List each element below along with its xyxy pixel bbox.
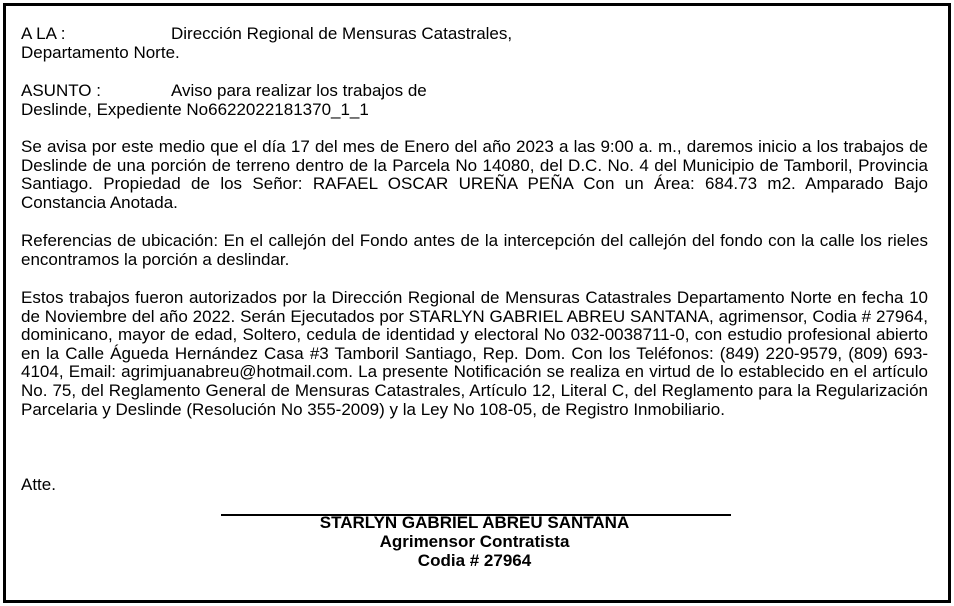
signer-title: Agrimensor Contratista	[379, 532, 570, 551]
recipient-value: Dirección Regional de Mensuras Catastrales,	[171, 24, 513, 43]
authorization-paragraph: Estos trabajos fueron autorizados por la Dirección Regional de Mensuras Catastrales Departamento Norte en fecha 10 de Noviembre del año 2022. Serán Ejecutados por STARLYN GABRIEL ABREU SANTANA, agrimensor, Codia # 27964, dominicano, mayor de edad, Soltero, cedula de identidad y electoral No 032-0038711-0, con estudio profesional abierto en la Calle Águeda Hernández Casa #3 Tamboril Santiago, Rep. Dom. Con los Teléfonos: (849) 220-9579, (809) 693-4104, Email: agrimjuanabreu@hotmail.com. La presente Notificación se realiza en virtud de lo establecido en el artículo No. 75, del Reglamento General de Mensuras Catastrales, Artículo 12, Literal C, del Reglamento para la Regularización Parcelaria y Deslinde (Resolución No 355-2009) y la Ley No 108-05, de Registro Inmobiliario.	[21, 288, 928, 419]
closing-text: Atte.	[21, 475, 56, 494]
subject-block	[21, 82, 928, 119]
notice-paragraph-date: Se avisa por este medio que el día 17 del mes de Enero del año 2023 a las 9:00 a. m., daremos inicio a los trabajos de Deslinde de una porción de terreno dentro de la Parcela No 14080, del D.C. No. 4 del Municipio de Tamboril, Provincia Santiago. Propiedad de los Señor: RAFAEL OSCAR UREÑA PEÑA Con un Área: 684.73 m2. Amparado Bajo Constancia Anotada.	[21, 137, 928, 212]
subject-continuation: Deslinde, Expediente No6622022181370_1_1	[21, 99, 369, 119]
subject-value: Aviso para realizar los trabajos de	[171, 81, 427, 100]
signer-name: STARLYN GABRIEL ABREU SANTANA	[319, 513, 630, 532]
subject-label: ASUNTO :	[21, 81, 101, 100]
recipient-block	[21, 25, 928, 62]
legal-notice	[3, 3, 951, 603]
location-reference-paragraph: Referencias de ubicación: En el callejón del Fondo antes de la intercepción del callejón del fondo con la calle los rieles encontramos la porción a deslindar.	[21, 231, 928, 269]
recipient-continuation: Departamento Norte.	[21, 42, 180, 62]
recipient-label: A LA :	[21, 24, 66, 43]
signer-codia: Codia # 27964	[417, 551, 532, 570]
